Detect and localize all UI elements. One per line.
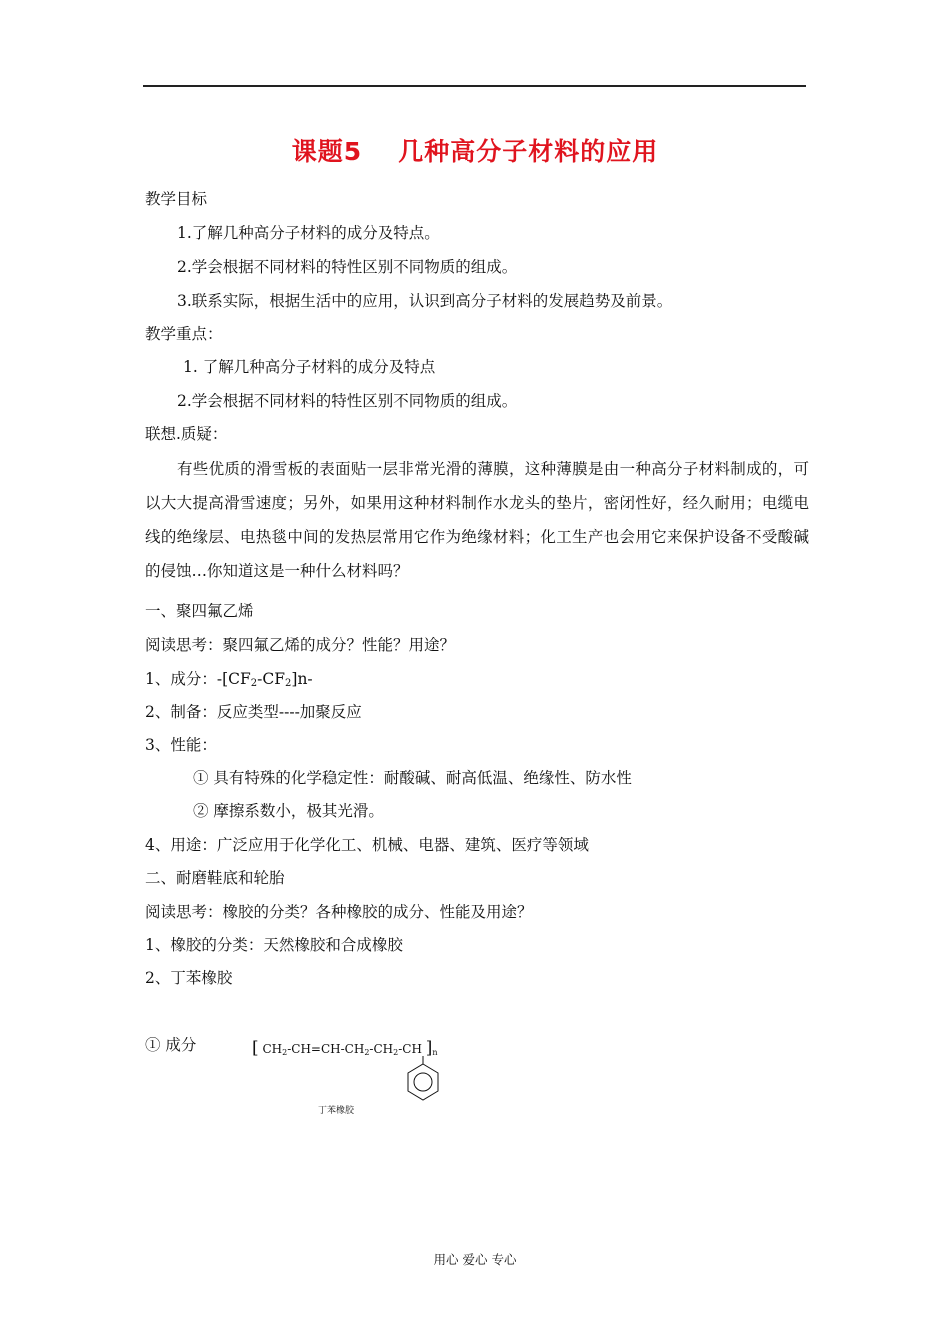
keypoints-heading: 教学重点： [145, 325, 223, 343]
open-bracket: [ [252, 1038, 259, 1058]
sbr-heading: 2、丁苯橡胶 [145, 969, 233, 987]
objective-2: 2.学会根据不同材料的特性区别不同物质的组成。 [177, 258, 518, 276]
section1-question: 阅读思考：聚四氟乙烯的成分？性能？用途？ [145, 636, 456, 654]
ptfe-uses: 4、用途：广泛应用于化学化工、机械、电器、建筑、医疗等领域 [145, 836, 589, 854]
close-bracket: ] [425, 1038, 433, 1058]
composition-label: 1、成分： [145, 670, 217, 688]
ptfe-properties-heading: 3、性能： [145, 736, 217, 754]
title-text: 几种高分子材料的应用 [398, 137, 659, 166]
rubber-classification: 1、橡胶的分类：天然橡胶和合成橡胶 [145, 936, 403, 954]
ptfe-property-2: ② 摩擦系数小，极其光滑。 [193, 802, 384, 820]
ptfe-preparation: 2、制备：反应类型----加聚反应 [145, 703, 362, 721]
section2-heading: 二、耐磨鞋底和轮胎 [145, 869, 285, 887]
page-footer: 用心 爱心 专心 [433, 1252, 517, 1267]
structure-caption: 丁苯橡胶 [318, 1106, 355, 1116]
subscript-n: n [432, 1048, 438, 1057]
section2-question: 阅读思考：橡胶的分类？各种橡胶的成分、性能及用途？ [145, 903, 533, 921]
objective-3: 3.联系实际，根据生活中的应用，认识到高分子材料的发展趋势及前景。 [177, 292, 673, 310]
keypoint-1: 1. 了解几种高分子材料的成分及特点 [183, 358, 436, 376]
title-number: 课题5 [291, 137, 363, 166]
sbr-structural-formula: [ $CH_2-CH=CH-CH_2-CH_2-CH$ ]$_n$ [252, 1038, 438, 1058]
section1-heading: 一、聚四氟乙烯 [145, 602, 254, 620]
intro-paragraph: 有些优质的滑雪板的表面贴一层非常光滑的薄膜，这种薄膜是由一种高分子材料制成的，可以大大提高滑雪速度；另外，如果用这种材料制作水龙头的垫片，密闭性好，经久耐用；电缆电线的绝缘层、电热毯中间的发热层常用它作为绝缘材料；化工生产也会用它来保护设备不受酸碱的侵蚀…你知道这是一种什么材料吗？ [145, 460, 809, 580]
ptfe-composition [145, 669, 313, 689]
questions-heading: 联想.质疑： [145, 425, 228, 443]
benzene-ring-icon [403, 1056, 443, 1104]
objective-1: 1.了解几种高分子材料的成分及特点。 [177, 224, 440, 242]
header-rule [143, 85, 806, 87]
page-title [0, 132, 950, 168]
ptfe-property-1: ① 具有特殊的化学稳定性：耐酸碱、耐高低温、绝缘性、防水性 [193, 769, 632, 787]
sbr-composition-label: ① 成分 [145, 1036, 197, 1054]
keypoint-2: 2.学会根据不同材料的特性区别不同物质的组成。 [177, 392, 518, 410]
ptfe-formula: $-[CF_2-CF_2]n-$ [216, 670, 313, 689]
objectives-heading: 教学目标 [145, 190, 208, 208]
